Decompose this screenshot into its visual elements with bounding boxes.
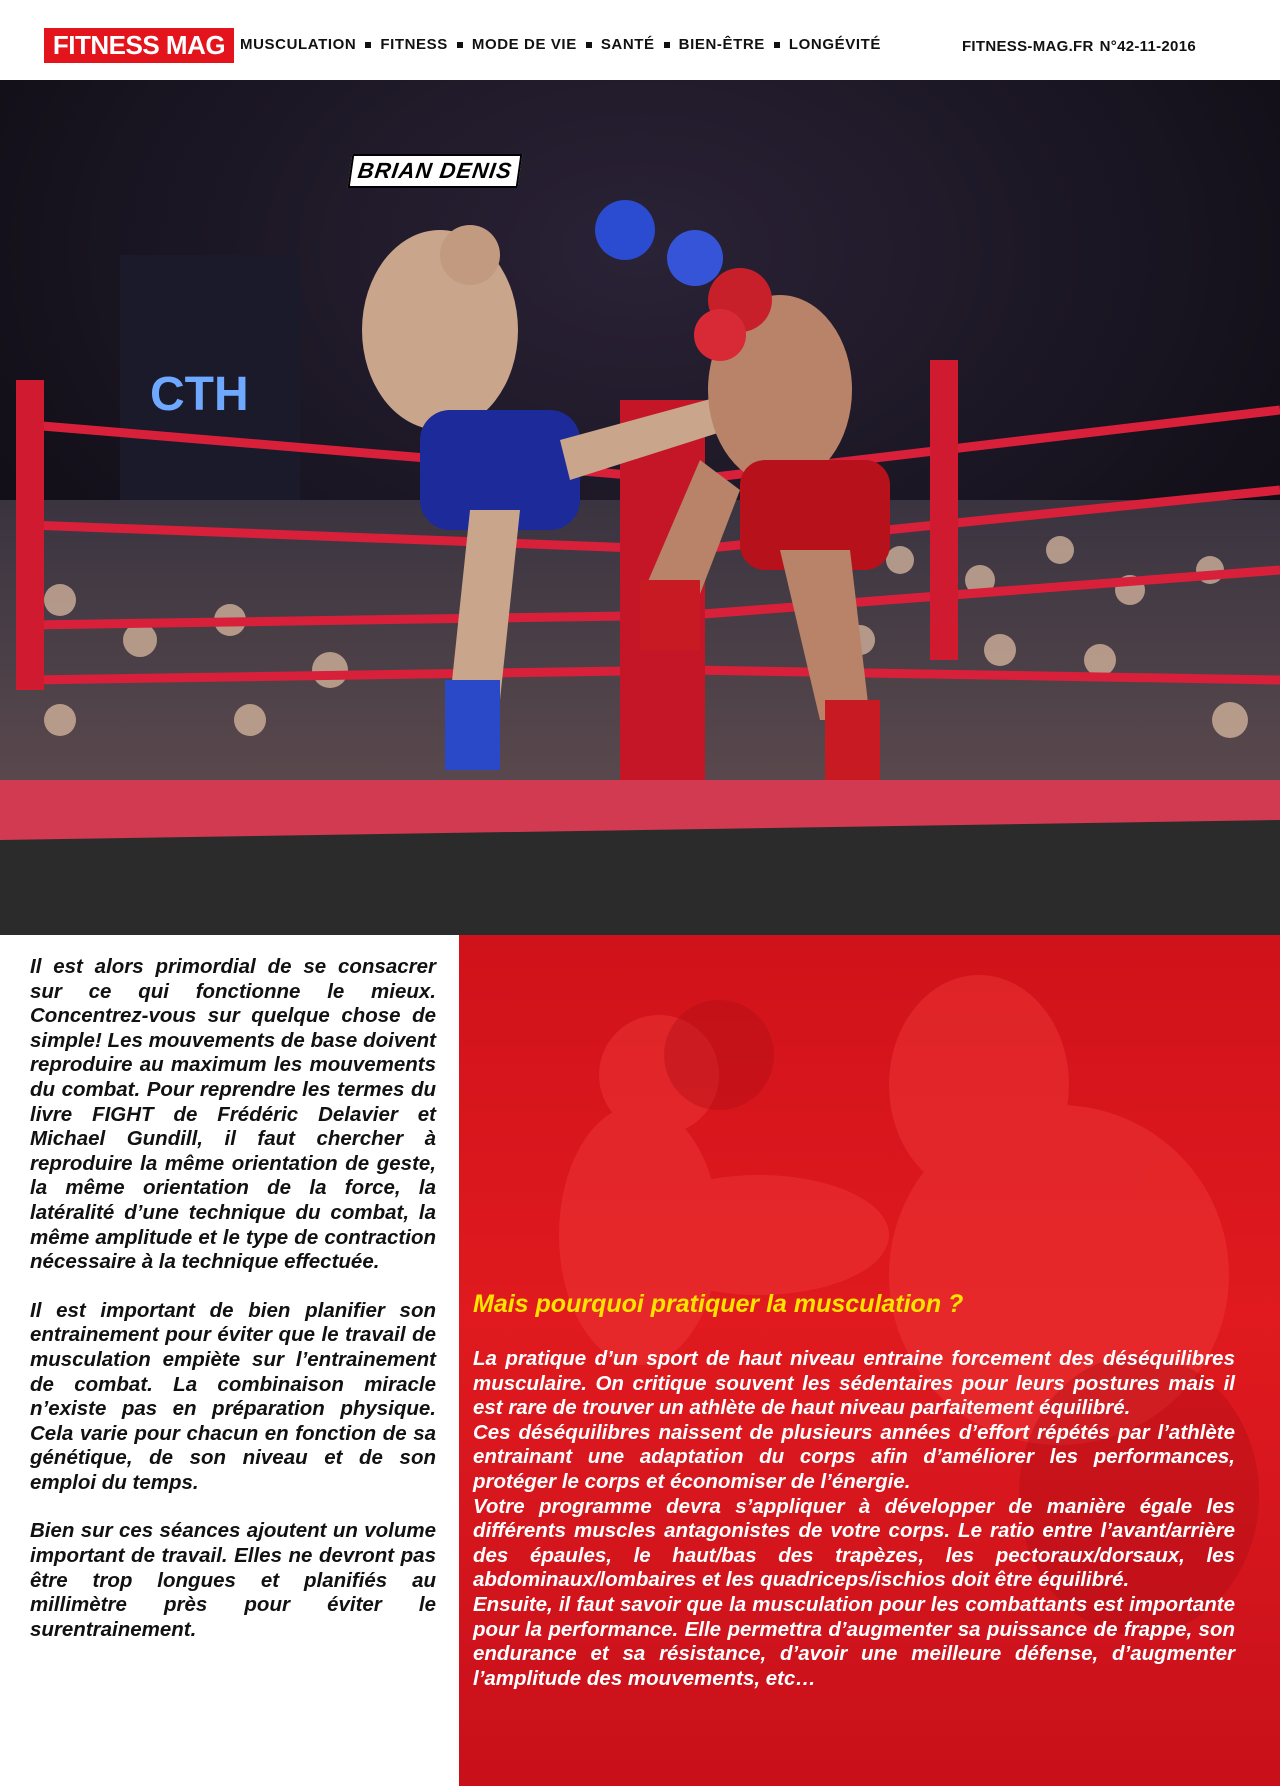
page-header — [0, 0, 1280, 80]
svg-text:CTH: CTH — [150, 368, 249, 421]
nav-separator-icon — [365, 42, 371, 48]
magazine-logo[interactable]: FITNESS MAG — [44, 28, 234, 63]
nav-separator-icon — [457, 42, 463, 48]
nav-item-bien-etre[interactable]: BIEN-ÊTRE — [678, 36, 765, 53]
muay-thai-fight-illustration — [0, 80, 1280, 935]
left-paragraph-2: Il est important de bien planifier son entrainement pour éviter que le travail de musculation empiète sur l’entrainement de combat. La combinaison miracle n’existe pas en préparation physique. Cela varie pour chacun en fonction de sa génétique, de son niveau et de son emploi du temps. — [30, 1298, 436, 1494]
nav-item-longevite[interactable]: LONGÉVITÉ — [788, 36, 881, 53]
nav-separator-icon — [664, 42, 670, 48]
panel-body — [473, 1347, 1235, 1691]
nav-separator-icon — [586, 42, 592, 48]
nav-item-mode-de-vie[interactable]: MODE DE VIE — [471, 36, 577, 53]
issue-info — [956, 38, 1196, 55]
site-url[interactable]: FITNESS-MAG.FR — [961, 38, 1094, 55]
panel-paragraph-3: Votre programme devra s’appliquer à développer de manière égale les différents muscles antagonistes de votre corps. Le ratio entre l’avant/arrière des épaules, le haut/bas des trapèzes, les pectoraux/dorsaux, les abdominaux/lombaires et les quadriceps/ischios doit être équilibré. — [473, 1494, 1235, 1592]
left-paragraph-1: Il est alors primordial de se consacrer sur ce qui fonctionne le mieux. Concentrez-vous sur quelque chose de simple! Les mouvements de base doivent reproduire au maximum les mouvements du combat. Pour reprendre les termes du livre FIGHT de Frédéric Delavier et Michael Gundill, il faut chercher à reproduire la même orientation de geste, la même orientation de la force, la latéralité d’une technique du combat, la même amplitude et le type de contraction nécessaire à la technique effectuée. — [30, 955, 436, 1274]
hero-photo — [0, 80, 1280, 935]
panel-title: Mais pourquoi pratiquer la musculation ? — [473, 1290, 964, 1318]
issue-number: N°42-11-2016 — [1099, 38, 1196, 55]
left-paragraph-3: Bien sur ces séances ajoutent un volume important de travail. Elles ne devront pas être trop longues et planifiés au millimètre près pour éviter le surentrainement. — [30, 1519, 436, 1641]
sidebar-red-panel — [459, 935, 1280, 1786]
nav-item-sante[interactable]: SANTÉ — [600, 36, 655, 53]
category-nav — [240, 36, 881, 53]
photo-credit: BRIAN DENIS — [348, 154, 523, 188]
nav-item-musculation[interactable]: MUSCULATION — [240, 36, 357, 53]
panel-paragraph-2: Ces déséquilibres naissent de plusieurs années d’effort répétés par l’athlète entrainant une adaptation du corps afin d’améliorer les performances, protéger le corps et économiser de l’énergie. — [473, 1420, 1235, 1493]
nav-item-fitness[interactable]: FITNESS — [380, 36, 448, 53]
panel-paragraph-4: Ensuite, il faut savoir que la musculation pour les combattants est importante pour la performance. Elle permettra d’augmenter sa puissance de frappe, son endurance et sa résistance, d’avoir une meilleure défense, d’augmenter l’amplitude des mouvements, etc… — [473, 1592, 1235, 1690]
panel-paragraph-1: La pratique d’un sport de haut niveau entraine forcement des déséquilibres musculaire. On critique souvent les sédentaires pour leurs postures mais il est rare de trouver un athlète de haut niveau parfaitement équilibré. — [473, 1347, 1235, 1420]
nav-separator-icon — [774, 42, 780, 48]
article-left-column — [30, 955, 436, 1666]
